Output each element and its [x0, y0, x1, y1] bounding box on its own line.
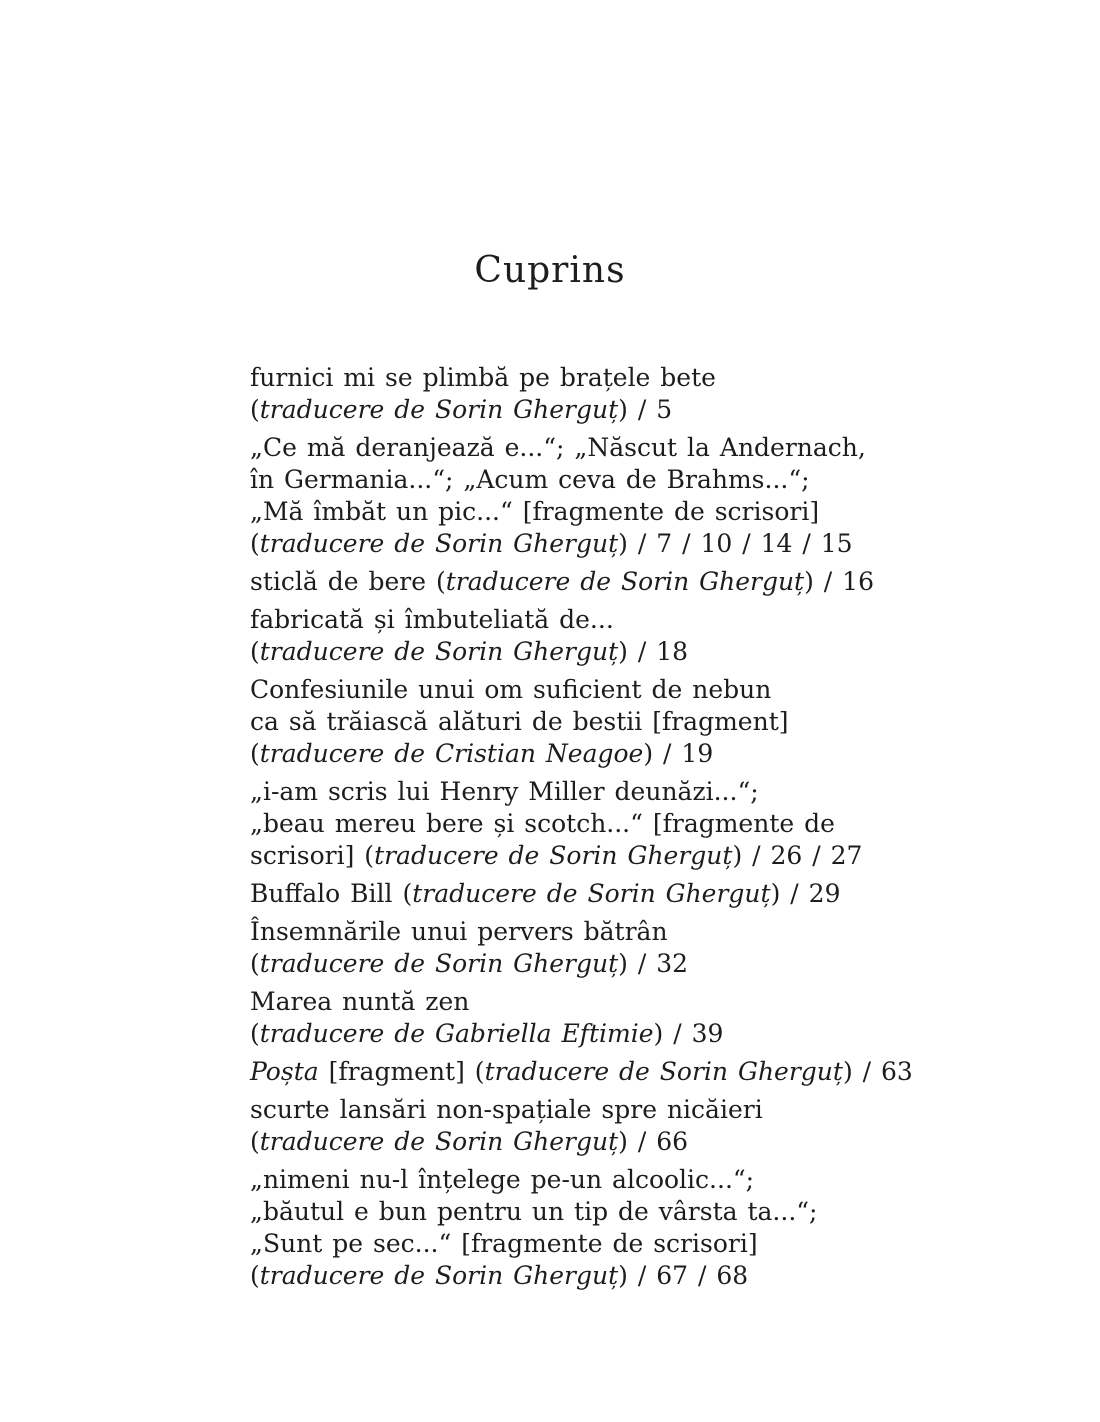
translator-credit: traducere de Sorin Gherguț [259, 637, 619, 666]
entry-text: „nimeni nu-l înțelege pe-un alcoolic...“; [250, 1165, 755, 1194]
translator-credit: traducere de Sorin Gherguț [259, 949, 619, 978]
toc-entry [250, 1094, 910, 1158]
toc-line [250, 808, 910, 840]
page-title: Cuprins [474, 250, 626, 291]
entry-text: Buffalo Bill ( [250, 879, 413, 908]
toc-line [250, 776, 910, 808]
toc-line [250, 738, 910, 770]
toc-line [250, 1196, 910, 1228]
translator-credit: traducere de Cristian Neagoe [259, 739, 644, 768]
toc-line [250, 1094, 910, 1126]
entry-text: ( [250, 739, 260, 768]
toc-line [250, 1018, 910, 1050]
entry-text: ( [250, 1127, 260, 1156]
entry-text: ( [250, 1019, 260, 1048]
translator-credit: traducere de Sorin Gherguț [259, 1127, 619, 1156]
entry-text: „i-am scris lui Henry Miller deunăzi...“; [250, 777, 759, 806]
toc-entry [250, 674, 910, 770]
entry-text: scrisori] ( [250, 841, 375, 870]
entry-text: sticlă de bere ( [250, 567, 446, 596]
toc-entry [250, 362, 910, 426]
entry-text: „băutul e bun pentru un tip de vârsta ta...“; [250, 1197, 818, 1226]
entry-text: ) / 5 [618, 395, 673, 424]
translator-credit: traducere de Sorin Gherguț [484, 1057, 843, 1086]
toc-line [250, 566, 910, 598]
toc-entry [250, 878, 910, 910]
toc-line [250, 464, 910, 496]
entry-text: ( [250, 949, 260, 978]
entry-text: ) / 16 [804, 567, 874, 596]
entry-text: furnici mi se plimbă pe brațele bete [250, 363, 716, 392]
entry-text: ) / 32 [618, 949, 689, 978]
toc-entry [250, 916, 910, 980]
toc-line [250, 1056, 913, 1088]
translator-credit: traducere de Sorin Gherguț [259, 395, 619, 424]
toc-line [250, 394, 910, 426]
translator-credit: traducere de Sorin Gherguț [412, 879, 771, 908]
entry-text: [fragment] ( [318, 1057, 485, 1086]
translator-credit: traducere de Sorin Gherguț [259, 529, 619, 558]
entry-text: ( [250, 1261, 260, 1290]
toc-line [250, 674, 910, 706]
entry-text: Marea nuntă zen [250, 987, 470, 1016]
entry-text: ) / 39 [653, 1019, 724, 1048]
toc-entry [250, 566, 910, 598]
entry-text: ) / 7 / 10 / 14 / 15 [618, 529, 853, 558]
entry-text: ) / 63 [842, 1057, 913, 1086]
translator-credit: traducere de Sorin Gherguț [259, 1261, 619, 1290]
toc-line [250, 636, 910, 668]
toc-line [250, 432, 910, 464]
toc-line [250, 916, 910, 948]
toc-line [250, 948, 910, 980]
entry-text: ) / 29 [770, 879, 841, 908]
entry-text: „beau mereu bere și scotch...“ [fragmente de [250, 809, 835, 838]
toc-entry [250, 432, 910, 560]
toc-entry [250, 1164, 910, 1292]
toc-entry [250, 986, 910, 1050]
translator-credit: traducere de Gabriella Eftimie [259, 1019, 654, 1048]
translator-credit: Poșta [250, 1057, 319, 1086]
toc-line [250, 986, 910, 1018]
toc-line [250, 1164, 910, 1196]
entry-text: ) / 66 [618, 1127, 689, 1156]
entry-text: ( [250, 637, 260, 666]
toc-line [250, 362, 910, 394]
entry-text: ( [250, 529, 260, 558]
entry-text: ( [250, 395, 260, 424]
entry-text: ) / 26 / 27 [732, 841, 863, 870]
entry-text: ca să trăiască alături de bestii [fragment] [250, 707, 789, 736]
entry-text: fabricată și îmbuteliată de... [250, 605, 614, 634]
toc-line [250, 878, 910, 910]
entry-text: ) / 19 [643, 739, 714, 768]
toc-line [250, 604, 910, 636]
translator-credit: traducere de Sorin Gherguț [374, 841, 733, 870]
toc-entry [250, 604, 910, 668]
translator-credit: traducere de Sorin Gherguț [445, 567, 805, 596]
toc-line [250, 1228, 910, 1260]
toc-line [250, 840, 910, 872]
entry-text: „Mă îmbăt un pic...“ [fragmente de scrisori] [250, 497, 820, 526]
toc-line [250, 706, 910, 738]
entry-text: ) / 18 [618, 637, 689, 666]
entry-text: scurte lansări non-spațiale spre nicăieri [250, 1095, 763, 1124]
entry-text: „Sunt pe sec...“ [fragmente de scrisori] [250, 1229, 758, 1258]
toc-line [250, 496, 910, 528]
toc-entry [250, 776, 910, 872]
entry-text: ) / 67 / 68 [618, 1261, 749, 1290]
toc-entries [250, 362, 913, 1298]
entry-text: în Germania...“; „Acum ceva de Brahms...“; [250, 465, 810, 494]
toc-entry [250, 1056, 913, 1088]
entry-text: „Ce mă deranjează e...“; „Născut la Andernach, [250, 433, 866, 462]
toc-line [250, 528, 910, 560]
entry-text: Însemnările unui pervers bătrân [250, 917, 668, 946]
toc-line [250, 1260, 910, 1292]
toc-line [250, 1126, 910, 1158]
entry-text: Confesiunile unui om suficient de nebun [250, 675, 772, 704]
